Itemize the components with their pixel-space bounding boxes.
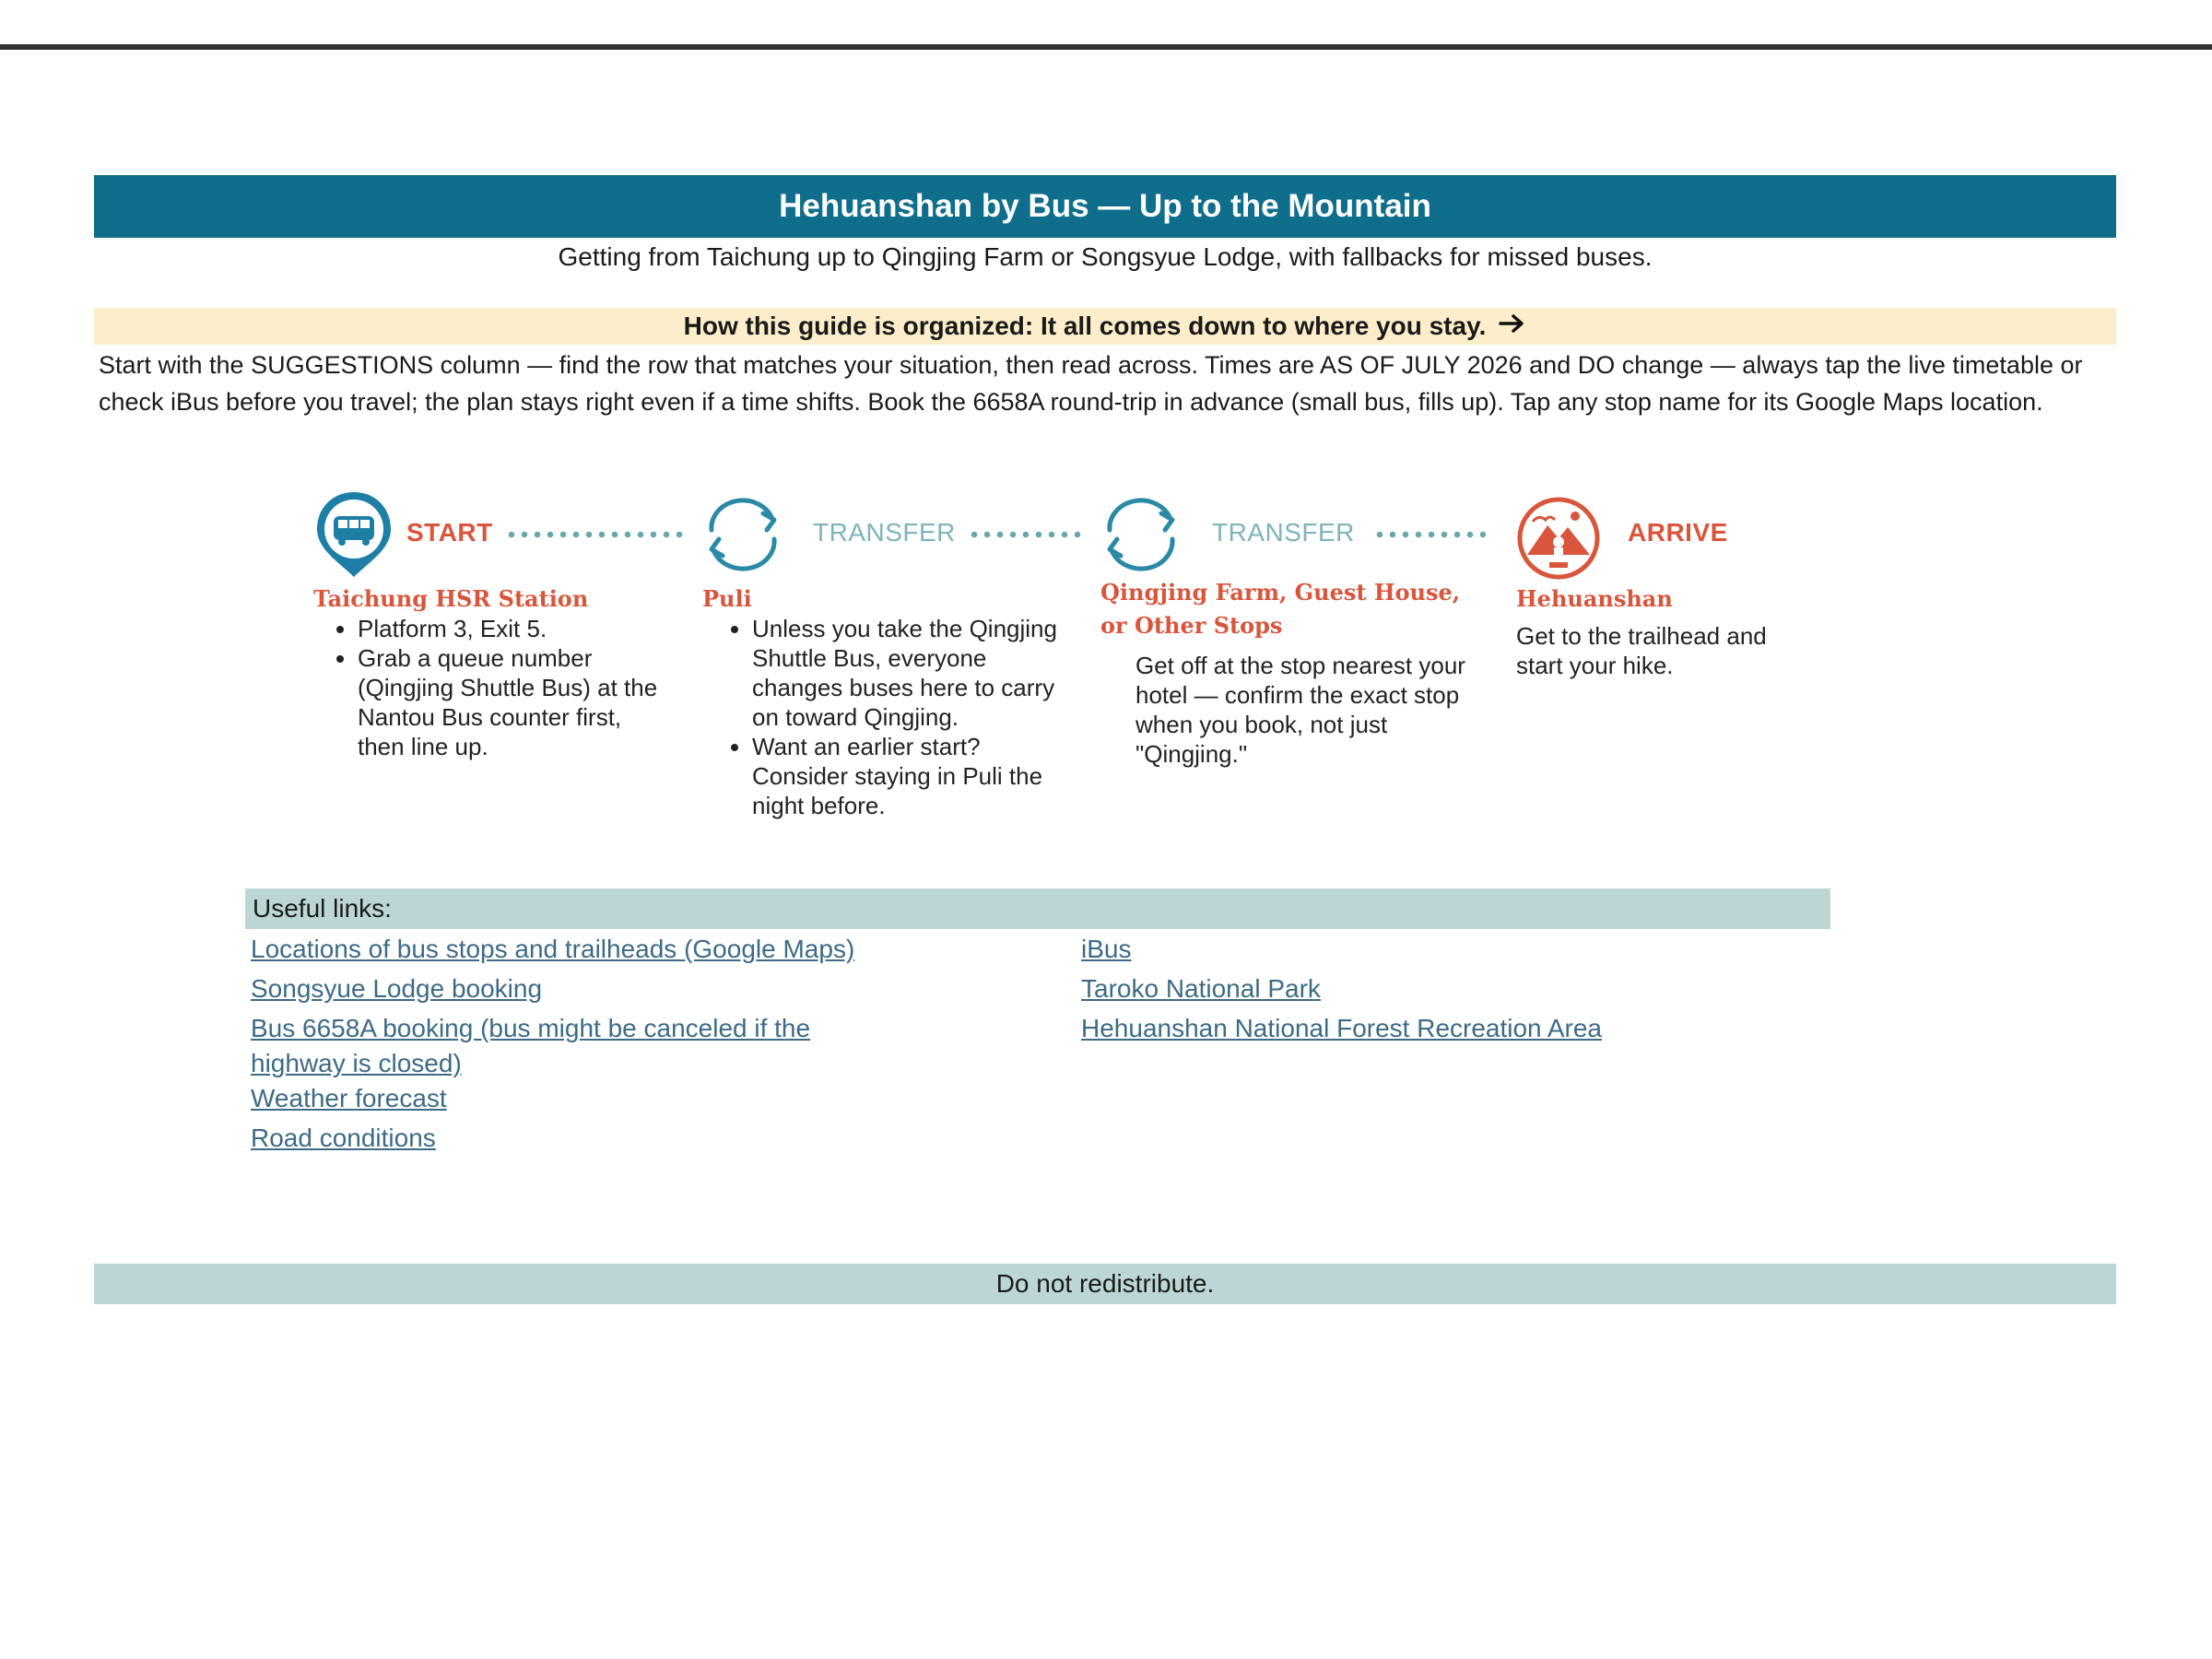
step-label-start: START xyxy=(406,518,493,547)
organization-note xyxy=(94,308,2116,345)
mountain-hiker-icon xyxy=(1514,496,1603,585)
link-weather-forecast[interactable]: Weather forecast xyxy=(251,1084,447,1112)
link-hehuanshan-recreation-area[interactable]: Hehuanshan National Forest Recreation Area xyxy=(1081,1014,1603,1042)
step-bullet: • Want an earlier start? Consider staying in Puli the night before. xyxy=(752,732,1058,820)
step-text: Get off at the stop nearest your hotel — confirm the exact stop when you book, not just "Qingjing." xyxy=(1135,652,1465,768)
page-title: Hehuanshan by Bus — Up to the Mountain xyxy=(94,175,2116,238)
step-details-arrive xyxy=(1516,621,1774,680)
useful-links-header: Useful links: xyxy=(245,888,1830,929)
bus-pin-icon xyxy=(312,488,396,585)
step-details-transfer-1 xyxy=(708,614,1058,820)
top-border xyxy=(0,44,2212,50)
stop-name-hehuanshan[interactable]: Hehuanshan xyxy=(1516,585,1673,612)
step-bullet: • Platform 3, Exit 5. xyxy=(358,614,668,643)
stop-name-qingjing[interactable]: Qingjing Farm, Guest House, or Other Stops xyxy=(1100,579,1461,639)
step-text: Get to the trailhead and start your hike. xyxy=(1516,622,1767,679)
link-taroko-national-park[interactable]: Taroko National Park xyxy=(1081,974,1321,1003)
page-subtitle: Getting from Taichung up to Qingjing Farm or Songsyue Lodge, with fallbacks for missed buses. xyxy=(558,242,1653,271)
step-connector xyxy=(968,531,1084,538)
step-details-start xyxy=(313,614,668,761)
stop-name-taichung[interactable]: Taichung HSR Station xyxy=(313,585,589,612)
transfer-arrows-icon xyxy=(699,493,787,579)
step-label-arrive: ARRIVE xyxy=(1628,518,1728,547)
link-road-conditions[interactable]: Road conditions xyxy=(251,1124,436,1152)
organization-note-text: How this guide is organized: It all comes down to where you stay. xyxy=(683,312,1487,340)
stop-name-puli[interactable]: Puli xyxy=(702,585,752,612)
transfer-arrows-icon xyxy=(1097,493,1185,579)
link-bus-6658a-booking-cont[interactable]: highway is closed) xyxy=(251,1049,462,1077)
link-bus-stop-locations[interactable]: Locations of bus stops and trailheads (Google Maps) xyxy=(251,935,855,963)
step-bullet: • Unless you take the Qingjing Shuttle Bus, everyone changes buses here to carry on toward Qingjing. xyxy=(752,614,1058,732)
step-connector xyxy=(505,531,686,538)
step-label-transfer-2: TRANSFER xyxy=(1212,518,1355,547)
link-ibus[interactable]: iBus xyxy=(1081,935,1132,963)
link-songsyue-lodge-booking[interactable]: Songsyue Lodge booking xyxy=(251,974,543,1003)
arrow-right-icon xyxy=(1499,312,1526,341)
link-bus-6658a-booking[interactable]: Bus 6658A booking (bus might be canceled if the xyxy=(251,1014,811,1042)
step-connector xyxy=(1373,531,1489,538)
footer-notice: Do not redistribute. xyxy=(94,1264,2116,1304)
step-details-transfer-2 xyxy=(1135,651,1481,769)
step-label-transfer-1: TRANSFER xyxy=(813,518,956,547)
step-bullet: • Grab a queue number (Qingjing Shuttle Bus) at the Nantou Bus counter first, then line up. xyxy=(358,643,668,761)
intro-paragraph: Start with the SUGGESTIONS column — find the row that matches your situation, then read across. Times are AS OF JULY 2026 and DO change — always tap the live timetable or check iBus before you travel; the plan stays right even if a time shifts. Book the 6658A round-trip in advance (small bus, fills up). Tap any stop name for its Google Maps location. xyxy=(99,351,2083,416)
